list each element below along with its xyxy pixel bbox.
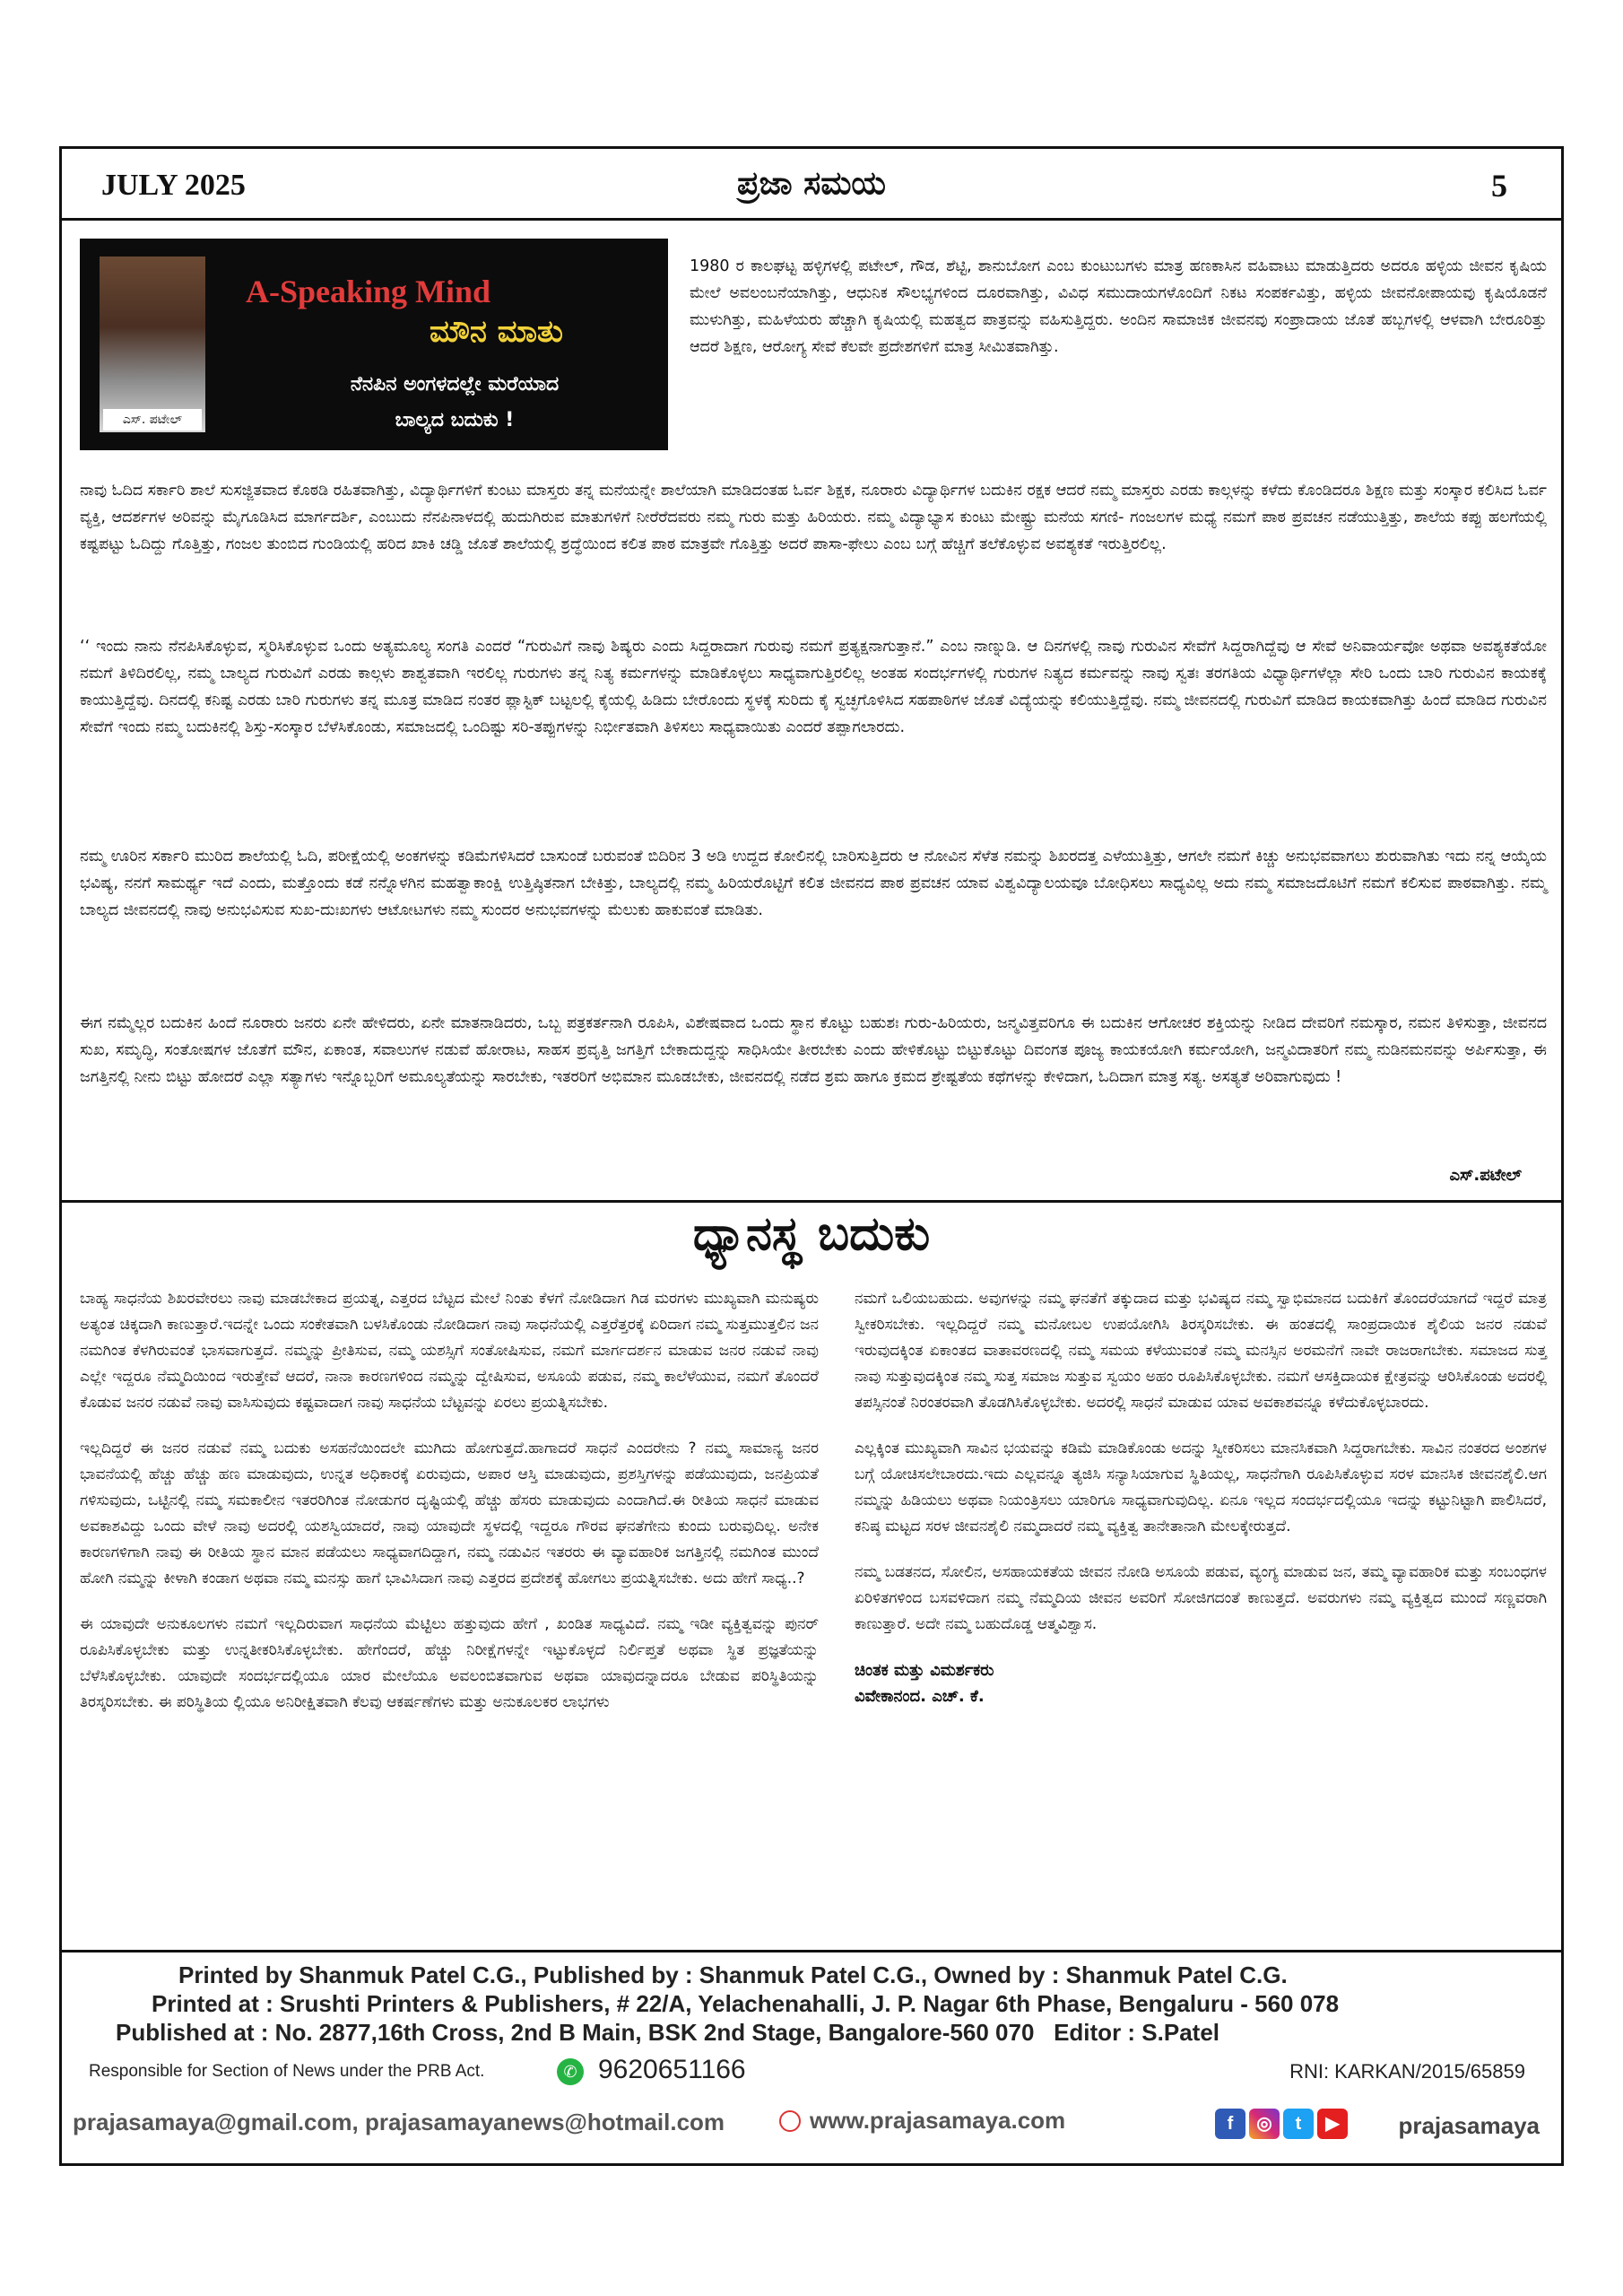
whatsapp-icon: ✆ xyxy=(557,2058,584,2085)
column-subtitle-line1: ನೆನಪಿನ ಅಂಗಳದಲ್ಲೇ ಮರೆಯಾದ xyxy=(350,373,560,396)
article2-paragraph: ನಮ್ಮ ಬಡತನದ, ಸೋಲಿನ, ಅಸಹಾಯಕತೆಯ ಜೀವನ ನೋಡಿ ಅಸೂಯೆ ಪಡುವ, ವ್ಯಂಗ್ಯ ಮಾಡುವ ಜನ, ತಮ್ಮ ವ್ಯಾವಹಾರಿಕ ಮತ್ತು ಸಂಬಂಧಗಳ ಏರಿಳಿತಗಳಿಂದ ಬಸವಳಿದಾಗ ನಮ್ಮ ನೆಮ್ಮದಿಯ ಜೀವನ ಅವರಿಗೆ ಸೋಜಿಗದಂತೆ ಕಾಣುತ್ತದೆ. ಅವರುಗಳು ನಮ್ಮ ವ್ಯಕ್ತಿತ್ವದ ಮುಂದೆ ಸಣ್ಣವರಾಗಿ ಕಾಣುತ್ತಾರೆ. ಅದೇ ನಮ್ಮ ಬಹುದೊಡ್ಡ ಆತ್ಮವಿಶ್ವಾಸ. xyxy=(855,1563,1547,1633)
article2-paragraph: ಇಲ್ಲದಿದ್ದರೆ ಈ ಜನರ ನಡುವೆ ನಮ್ಮ ಬದುಕು ಅಸಹನೆಯಿಂದಲೇ ಮುಗಿದು ಹೋಗುತ್ತದೆ.ಹಾಗಾದರೆ ಸಾಧನೆ ಎಂದರೇನು ? ನಮ್ಮ ಸಾಮಾನ್ಯ ಜನರ ಭಾವನೆಯಲ್ಲಿ ಹೆಚ್ಚು ಹೆಚ್ಚು ಹಣ ಮಾಡುವುದು, ಉನ್ನತ ಅಧಿಕಾರಕ್ಕೆ ಏರುವುದು, ಅಪಾರ ಆಸ್ತಿ ಮಾಡುವುದು, ಪ್ರಶಸ್ತಿಗಳನ್ನು ಪಡೆಯುವುದು, ಜನಪ್ರಿಯತೆ ಗಳಿಸುವುದು, ಒಟ್ಟಿನಲ್ಲಿ ನಮ್ಮ ಸಮಕಾಲೀನ ಇತರರಿಗಿಂತ ನೋಡುಗರ ದೃಷ್ಟಿಯಲ್ಲಿ ಹೆಚ್ಚು ಹೆಸರು ಮಾಡುವುದು ಎಂದಾಗಿದೆ.ಈ ರೀತಿಯ ಸಾಧನೆ ಮಾಡುವ ಅವಕಾಶವಿದ್ದು ಒಂದು ವೇಳೆ ನಾವು ಅದರಲ್ಲಿ ಯಶಸ್ವಿಯಾದರೆ, ನಾವು ಯಾವುದೇ ಸ್ಥಳದಲ್ಲಿ ಇದ್ದರೂ ಗೌರವ ಘನತೆಗೇನು ಕುಂದು ಬರುವುದಿಲ್ಲ. ಅನೇಕ ಕಾರಣಗಳಿಗಾಗಿ ನಾವು ಈ ರೀತಿಯ ಸ್ಥಾನ ಮಾನ ಪಡೆಯಲು ಸಾಧ್ಯವಾಗದಿದ್ದಾಗ, ನಮ್ಮ ನಡುವಿನ ಇತರರು ಈ ವ್ಯಾವಹಾರಿಕ ಜಗತ್ತಿನಲ್ಲಿ ನಮಗಿಂತ ಮುಂದೆ ಹೋಗಿ ನಮ್ಮನ್ನು ಕೀಳಾಗಿ ಕಂಡಾಗ ಅಥವಾ ನಮ್ಮ ಮನಸ್ಸು ಹಾಗೆ ಭಾವಿಸಿದಾಗ ನಾವು ಎತ್ತರದ ಪ್ರದೇಶಕ್ಕೆ ಹೋಗಲು ಪ್ರಯತ್ನಿಸಬೇಕು. ಅದು ಹೇಗೆ ಸಾಧ್ಯ..? xyxy=(80,1439,819,1587)
column-subtitle-line2: ಬಾಲ್ಯದ ಬದುಕು ! xyxy=(395,409,515,431)
phone-number[interactable]: 9620651166 xyxy=(598,2055,746,2084)
imprint-footer xyxy=(62,1950,1561,2166)
prb-note: Responsible for Section of News under the PRB Act. xyxy=(89,2062,485,2081)
article1-paragraph: ನಾವು ಓದಿದ ಸರ್ಕಾರಿ ಶಾಲೆ ಸುಸಜ್ಜಿತವಾದ ಕೊಠಡಿ ರಹಿತವಾಗಿತ್ತು, ವಿದ್ಯಾರ್ಥಿಗಳಿಗೆ ಕುಂಟು ಮಾಸ್ತರು ತನ್ನ ಮನೆಯನ್ನೇ ಶಾಲೆಯಾಗಿ ಮಾಡಿದಂತಹ ಓರ್ವ ಶಿಕ್ಷಕ, ನೂರಾರು ವಿದ್ಯಾರ್ಥಿಗಳ ಬದುಕಿನ ರಕ್ಷಕ ಆದರೆ ನಮ್ಮ ಮಾಸ್ತರು ಎರಡು ಕಾಲ್ಗಳನ್ನು ಕಳೆದು ಕೊಂಡಿದರೂ ಶಿಕ್ಷಣ ಮತ್ತು ಸಂಸ್ಕಾರ ಕಲಿಸಿದ ಓರ್ವ ವ್ಯಕ್ತಿ, ಆದರ್ಶಗಳ ಅರಿವನ್ನು ಮೈಗೂಡಿಸಿದ ಮಾರ್ಗದರ್ಶಿ, ಎಂಬುದು ನೆನಪಿನಾಳದಲ್ಲಿ ಹುದುಗಿರುವ ಮಾತುಗಳಿಗೆ ನೀರೆರೆದವರು ನಮ್ಮ ಗುರು ಮತ್ತು ಹಿರಿಯರು. ನಮ್ಮ ವಿದ್ಯಾಭ್ಯಾಸ ಕುಂಟು ಮೇಷ್ಟ್ರು ಮನೆಯ ಸಗಣಿ- ಗಂಜಲಗಳ ಮಧ್ಯೆ ನಮಗೆ ಪಾಠ ಪ್ರವಚನ ನಡೆಯುತ್ತಿತ್ತು, ಶಾಲೆಯ ಕಪ್ಪು ಹಲಗೆಯಲ್ಲಿ ಕಷ್ಟಪಟ್ಟು ಓದಿದ್ದು ಗೊತ್ತಿತ್ತು, ಗಂಜಲ ತುಂಬಿದ ಗುಂಡಿಯಲ್ಲಿ ಹರಿದ ಖಾಕಿ ಚಡ್ಡಿ ಜೊತೆ ಶಾಲೆಯಲ್ಲಿ ಶ್ರದ್ಧೆಯಿಂದ ಕಲಿತ ಪಾಠ ಮಾತ್ರವೇ ಗೊತ್ತಿತ್ತು ಅದರೆ ಪಾಸಾ-ಫೇಲು ಎಂಬ ಬಗ್ಗೆ ಹೆಚ್ಚಿಗೆ ತಲೆಕೊಳ್ಳುವ ಅವಶ್ಯಕತೆ ಇರುತ್ತಿರಲಿಲ್ಲ. xyxy=(80,482,1547,553)
article2-paragraph: ನಮಗೆ ಒಲಿಯಬಹುದು. ಅವುಗಳನ್ನು ನಮ್ಮ ಘನತೆಗೆ ತಕ್ಕುದಾದ ಮತ್ತು ಭವಿಷ್ಯದ ನಮ್ಮ ಸ್ವಾಭಿಮಾನದ ಬದುಕಿಗೆ ತೊಂದರೆಯಾಗದೆ ಇದ್ದರೆ ಮಾತ್ರ ಸ್ವೀಕರಿಸಬೇಕು. ಇಲ್ಲದಿದ್ದರೆ ನಮ್ಮ ಮನೋಬಲ ಉಪಯೋಗಿಸಿ ತಿರಸ್ಕರಿಸಬೇಕು. ಈ ಹಂತದಲ್ಲಿ ಸಾಂಪ್ರದಾಯಿಕ ಶೈಲಿಯ ಜನರ ನಡುವೆ ಇರುವುದಕ್ಕಿಂತ ಏಕಾಂತದ ವಾತಾವರಣದಲ್ಲಿ ನಮ್ಮ ಸಮಯ ಕಳೆಯುವಂತೆ ನಮ್ಮ ಮನಸ್ಸಿನ ಅರಮನೆಗೆ ನಾವೇ ರಾಜರಾಗಬೇಕು. ಸಮಾಜದ ಸುತ್ತ ನಾವು ಸುತ್ತುವುದಕ್ಕಿಂತ ನಮ್ಮ ಸುತ್ತ ಸಮಾಜ ಸುತ್ತುವ ಸ್ವಯಂ ಅಹಂ ರೂಪಿಸಿಕೊಳ್ಳಬೇಕು. ನಮಗೆ ಆಸಕ್ತಿದಾಯಕ ಕ್ಷೇತ್ರವನ್ನು ಆರಿಸಿಕೊಂಡು ಅದರಲ್ಲಿ ತಪಸ್ಸಿನಂತೆ ನಿರಂತರವಾಗಿ ತೊಡಗಿಸಿಕೊಳ್ಳಬೇಕು. ಅದರಲ್ಲಿ ಸಾಧನೆ ಮಾಡುವ ಯಾವ ಅವಕಾಶವನ್ನೂ ಕಳೆದುಕೊಳ್ಳಬಾರದು. xyxy=(855,1290,1547,1412)
youtube-icon[interactable]: ▶ xyxy=(1317,2109,1348,2139)
facebook-icon[interactable]: f xyxy=(1215,2109,1245,2139)
imprint-printed-by: Printed by Shanmuk Patel C.G., Published by : Shanmuk Patel C.G., Owned by : Shanmuk Patel C.G. xyxy=(178,1961,1288,1988)
article1-paragraph: ನಮ್ಮ ಊರಿನ ಸರ್ಕಾರಿ ಮುರಿದ ಶಾಲೆಯಲ್ಲಿ ಓದಿ, ಪರೀಕ್ಷೆಯಲ್ಲಿ ಅಂಕಗಳನ್ನು ಕಡಿಮೆಗಳಿಸಿದರೆ ಬಾಸುಂಡೆ ಬರುವಂತೆ ಬಿದಿರಿನ 3 ಅಡಿ ಉದ್ದದ ಕೋಲಿನಲ್ಲಿ ಬಾರಿಸುತ್ತಿದರು ಆ ನೋವಿನ ಸೆಳೆತ ನಮನ್ನು ಶಿಖರದತ್ತ ಎಳೆಯುತ್ತಿತ್ತು, ಆಗಲೇ ನಮಗೆ ಕಿಚ್ಚು ಅನುಭವವಾಗಲು ಶುರುವಾಗಿತು ಇದು ನನ್ನ ಆಯ್ಕೆಯ ಭವಿಷ್ಯ, ನನಗೆ ಸಾಮರ್ಥ್ಯ ಇದೆ ಎಂದು, ಮತ್ತೊಂದು ಕಡೆ ನನ್ನೊಳಗಿನ ಮಹತ್ವಾಕಾಂಕ್ಷಿ ಉತ್ತಿಷ್ಠಿತನಾಗ ಬೇಕಿತ್ತು, ಬಾಲ್ಯದಲ್ಲಿ ನಮ್ಮ ಹಿರಿಯರೊಟ್ಟಿಗೆ ಕಲಿತ ಜೀವನದ ಪಾಠ ಪ್ರವಚನ ಯಾವ ವಿಶ್ವವಿದ್ಯಾಲಯವೂ ಬೋಧಿಸಲು ಸಾಧ್ಯವಿಲ್ಲ ಅದು ನಮ್ಮ ಸಮಾಜದೊಟಿಗೆ ನಮಗೆ ಕಲಿಸುವ ಪಾಠವಾಗಿತ್ತು. ನಮ್ಮ ಬಾಲ್ಯದ ಜೀವನದಲ್ಲಿ ನಾವು ಅನುಭವಿಸುವ ಸುಖ-ದುಃಖಗಳು ಆಟೋಟಗಳು ನಮ್ಮ ಸುಂದರ ಅನುಭವಗಳನ್ನು ಮೆಲುಕು ಹಾಕುವಂತೆ ಮಾಡಿತು. xyxy=(80,848,1547,919)
instagram-icon[interactable]: ◎ xyxy=(1249,2109,1280,2139)
imprint-published-at xyxy=(116,2019,1219,2047)
article2-right-column xyxy=(855,1286,1547,1709)
imprint-printed-at: Printed at : Srushti Printers & Publishers, # 22/A, Yelachenahalli, J. P. Nagar 6th Phase, Bengaluru - 560 078 xyxy=(152,1990,1340,2017)
article2-paragraph: ಬಾಹ್ಯ ಸಾಧನೆಯ ಶಿಖರವೇರಲು ನಾವು ಮಾಡಬೇಕಾದ ಪ್ರಯತ್ನ, ಎತ್ತರದ ಬೆಟ್ಟದ ಮೇಲೆ ನಿಂತು ಕೆಳಗೆ ನೋಡಿದಾಗ ಗಿಡ ಮರಗಳು ಮುಖ್ಯವಾಗಿ ಮನುಷ್ಯರು ಅತ್ಯಂತ ಚಿಕ್ಕದಾಗಿ ಕಾಣುತ್ತಾರೆ.ಇದನ್ನೇ ಒಂದು ಸಂಕೇತವಾಗಿ ಬಳಸಿಕೊಂಡು ನೋಡಿದಾಗ ನಾವು ಸಾಧನೆಯಲ್ಲಿ ಎತ್ತರೆತ್ತರಕ್ಕೆ ಏರಿದಾಗ ನಮ್ಮ ಸುತ್ತಮುತ್ತಲಿನ ಜನ ನಮಗಿಂತ ಕೆಳಗಿರುವಂತೆ ಭಾಸವಾಗುತ್ತದೆ. ನಮ್ಮನ್ನು ಪ್ರೀತಿಸುವ, ನಮ್ಮ ಯಶಸ್ಸಿಗೆ ಸಂತೋಷಿಸುವ, ನಮಗೆ ಮಾರ್ಗದರ್ಶನ ಮಾಡುವ ಜನರ ನಡುವೆ ನಾವು ಎಲ್ಲೇ ಇದ್ದರೂ ನೆಮ್ಮದಿಯಿಂದ ಇರುತ್ತೇವೆ ಆದರೆ, ನಾನಾ ಕಾರಣಗಳಿಂದ ನಮ್ಮನ್ನು ದ್ವೇಷಿಸುವ, ಅಸೂಯೆ ಪಡುವ, ನಮ್ಮ ಕಾಲೆಳೆಯುವ, ನಮಗೆ ತೊಂದರೆ ಕೊಡುವ ಜನರ ನಡುವೆ ನಾವು ವಾಸಿಸುವುದು ಕಷ್ಟವಾದಾಗ ನಾವು ಸಾಧನೆಯ ಬೆಟ್ಟವನ್ನು ಏರಲು ಪ್ರಯತ್ನಿಸಬೇಕು. xyxy=(80,1290,819,1412)
rni-number: RNI: KARKAN/2015/65859 xyxy=(1289,2060,1525,2083)
email-addresses[interactable]: prajasamaya@gmail.com, prajasamayanews@hotmail.com xyxy=(73,2109,725,2135)
social-icons xyxy=(1215,2109,1348,2139)
section-divider xyxy=(62,1200,1561,1203)
article2-left-column xyxy=(80,1286,819,1735)
article2-author-name: ವಿವೇಕಾನಂದ. ಎಚ್. ಕೆ. xyxy=(855,1687,985,1706)
article2-headline: ಧ್ಯಾನಸ್ಥ ಬದುಕು xyxy=(692,1207,931,1261)
twitter-icon[interactable]: t xyxy=(1283,2109,1314,2139)
column-banner xyxy=(80,239,668,450)
article2-author-role: ಚಿಂತಕ ಮತ್ತು ವಿಮರ್ಶಕರು xyxy=(855,1661,994,1680)
published-at-text: Published at : No. 2877,16th Cross, 2nd B Main, BSK 2nd Stage, Bangalore-560 070 xyxy=(116,2019,1035,2046)
newspaper-title: ಪ್ರಜಾ ಸಮಯ xyxy=(736,165,886,202)
article1-paragraph: ಈಗ ನಮ್ಮೆಲ್ಲರ ಬದುಕಿನ ಹಿಂದೆ ನೂರಾರು ಜನರು ಏನೇ ಹೇಳಿದರು, ಏನೇ ಮಾತನಾಡಿದರು, ಒಬ್ಬ ಪತ್ರಕರ್ತನಾಗಿ ರೂಪಿಸಿ, ವಿಶೇಷವಾದ ಒಂದು ಸ್ಥಾನ ಕೊಟ್ಟು ಬಹುಶಃ ಗುರು-ಹಿರಿಯರು, ಜನ್ಮವಿತ್ತವರಿಗೂ ಈ ಬದುಕಿನ ಆಗೋಚರ ಶಕ್ತಿಯನ್ನು ನೀಡಿದ ದೇವರಿಗೆ ನಮಸ್ಕಾರ, ನಮನ ತಿಳಿಸುತ್ತಾ, ಜೀವನದ ಸುಖ, ಸಮೃದ್ಧಿ, ಸಂತೋಷಗಳ ಜೊತೆಗೆ ಮೌನ, ಏಕಾಂತ, ಸವಾಲುಗಳ ನಡುವೆ ಹೋರಾಟ, ಸಾಹಸ ಪ್ರವೃತ್ತಿ ಜಗತ್ತಿಗೆ ಬೇಕಾದುದ್ದನ್ನು ಸಾಧಿಸಿಯೇ ತೀರಬೇಕು ಎಂದು ಹೇಳಿಕೊಟ್ಟು ಬಿಟ್ಟುಕೊಟ್ಟು ದಿವಂಗತ ಪೂಜ್ಯ ಕಾಯಕಯೋಗಿ ಕರ್ಮಯೋಗಿ, ಜನ್ಮವಿದಾತರಿಗೆ ನಮ್ಮ ನುಡಿನಮನವನ್ನು ಅರ್ಪಿಸುತ್ತಾ, ಈ ಜಗತ್ತಿನಲ್ಲಿ ನೀನು ಬಿಟ್ಟು ಹೋದರೆ ಎಲ್ಲಾ ಸತ್ಯಾಗಳು ಇನ್ನೊಬ್ಬರಿಗೆ ಅಮೂಲ್ಯತೆಯನ್ನು ಸಾರಬೇಕು, ಇತರರಿಗೆ ಅಭಿಮಾನ ಮೂಡಬೇಕು, ಜೀವನದಲ್ಲಿ ನಡೆದ ಶ್ರಮ ಹಾಗೂ ಕ್ರಮದ ಶ್ರೇಷ್ಟತೆಯ ಕಥೆಗಳನ್ನು ಕೇಳಿದಾಗ, ಓದಿದಾಗ ಮಾತ್ರ ಸತ್ಯ. ಅಸತ್ಯತೆ ಅರಿವಾಗುವುದು ! xyxy=(80,1014,1547,1086)
masthead xyxy=(62,149,1561,221)
author-photo xyxy=(100,257,205,432)
website-link[interactable]: www.prajasamaya.com xyxy=(810,2107,1066,2134)
globe-icon xyxy=(779,2110,801,2132)
article2-paragraph: ಎಲ್ಲಕ್ಕಿಂತ ಮುಖ್ಯವಾಗಿ ಸಾವಿನ ಭಯವನ್ನು ಕಡಿಮೆ ಮಾಡಿಕೊಂಡು ಅದನ್ನು ಸ್ವೀಕರಿಸಲು ಮಾನಸಿಕವಾಗಿ ಸಿದ್ದರಾಗಬೇಕು. ಸಾವಿನ ನಂತರದ ಅಂಶಗಳ ಬಗ್ಗೆ ಯೋಚಿಸಲೇಬಾರದು.ಇದು ಎಲ್ಲವನ್ನೂ ತ್ಯಜಿಸಿ ಸನ್ಯಾಸಿಯಾಗುವ ಸ್ಥಿತಿಯಲ್ಲ, ಸಾಧನೆಗಾಗಿ ರೂಪಿಸಿಕೊಳ್ಳುವ ಸರಳ ಮಾನಸಿಕ ಜೀವನಶೈಲಿ.ಆಗ ನಮ್ಮನ್ನು ಹಿಡಿಯಲು ಅಥವಾ ನಿಯಂತ್ರಿಸಲು ಯಾರಿಗೂ ಸಾಧ್ಯವಾಗುವುದಿಲ್ಲ. ಏನೂ ಇಲ್ಲದ ಸಂದರ್ಭದಲ್ಲಿಯೂ ಇದನ್ನು ಕಟ್ಟುನಿಟ್ಟಾಗಿ ಪಾಲಿಸಿದರೆ, ಕನಿಷ್ಠ ಮಟ್ಟದ ಸರಳ ಜೀವನಶೈಲಿ ನಮ್ಮದಾದರೆ ನಮ್ಮ ವ್ಯಕ್ತಿತ್ವ ತಾನೇತಾನಾಗಿ ಮೇಲಕ್ಕೇರುತ್ತದೆ. xyxy=(855,1439,1547,1535)
editor-text: Editor : S.Patel xyxy=(1054,2019,1219,2046)
issue-date: JULY 2025 xyxy=(101,169,246,202)
photo-caption: ಎಸ್. ಪಟೇಲ್ xyxy=(103,409,202,430)
social-handle[interactable]: prajasamaya xyxy=(1398,2112,1540,2139)
page-number: 5 xyxy=(1491,168,1507,204)
article1-paragraph: ‘‘ ಇಂದು ನಾನು ನೆನಪಿಸಿಕೊಳ್ಳುವ, ಸ್ಮರಿಸಿಕೊಳ್ಳುವ ಒಂದು ಅತ್ಯಮೂಲ್ಯ ಸಂಗತಿ ಎಂದರೆ “ಗುರುವಿಗೆ ನಾವು ಶಿಷ್ಯರು ಎಂದು ಸಿದ್ದರಾದಾಗ ಗುರುವು ನಮಗೆ ಪ್ರತ್ಯಕ್ಷನಾಗುತ್ತಾನೆ.” ಎಂಬ ನಾಣ್ನುಡಿ. ಆ ದಿನಗಳಲ್ಲಿ ನಾವು ಗುರುವಿನ ಸೇವೆಗೆ ಸಿದ್ದರಾಗಿದ್ದೆವು ಆ ಸೇವೆ ಅನಿವಾರ್ಯವೋ ಅಥವಾ ಅವಶ್ಯಕತೆಯೋ ನಮಗೆ ತಿಳಿದಿರಲಿಲ್ಲ, ನಮ್ಮ ಬಾಲ್ಯದ ಗುರುವಿಗೆ ಎರಡು ಕಾಲ್ಗಳು ಶಾಶ್ವತವಾಗಿ ಇರಲಿಲ್ಲ ಗುರುಗಳು ತನ್ನ ನಿತ್ಯ ಕರ್ಮಗಳನ್ನು ಮಾಡಿಕೊಳ್ಳಲು ಸಾಧ್ಯವಾಗುತ್ತಿರಲಿಲ್ಲ ಅಂತಹ ಸಂದರ್ಭಗಳಲ್ಲಿ ಗುರುಗಳ ನಿತ್ಯದ ಕರ್ಮವನ್ನು ನಾವು ಸ್ವತಃ ತರಗತಿಯ ವಿಧ್ಯಾರ್ಥಿಗಳೆಲ್ಲಾ ಸೇರಿ ಒಂದು ಬಾರಿ ಗುರುವಿನ ಕಾಯಕಕ್ಕೆ ಕಾಯುತ್ತಿದ್ದೆವು. ದಿನದಲ್ಲಿ ಕನಿಷ್ಟ ಎರಡು ಬಾರಿ ಗುರುಗಳು ತನ್ನ ಮೂತ್ರ ಮಾಡಿದ ನಂತರ ಪ್ಲಾಸ್ಟಿಕ್ ಬಟ್ಟಲಲ್ಲಿ ಕೈಯಲ್ಲಿ ಹಿಡಿದು ಬೇರೊಂದು ಸ್ಥಳಕ್ಕೆ ಸುರಿದು ಕೈ ಸ್ವಚ್ಛಗೊಳಿಸಿದ ಸಹಪಾಠಿಗಳ ಜೊತೆ ವಿದ್ಯೆಯನ್ನು ಕಲಿಯುತ್ತಿದ್ದೆವು. ನಮ್ಮ ಜೀವನದಲ್ಲಿ ಗುರುವಿಗೆ ಮಾಡಿದ ಕಾಯಕವಾಗಿತ್ತು ಹಿಂದೆ ಮಾಡಿದ ಗುರುವಿನ ಸೇವೆಗೆ ಇಂದು ನಮ್ಮ ಬದುಕಿನಲ್ಲಿ ಶಿಸ್ತು-ಸಂಸ್ಕಾರ ಬೆಳೆಸಿಕೊಂಡು, ಸಮಾಜದಲ್ಲಿ ಒಂದಿಷ್ಟು ಸರಿ-ತಪ್ಪುಗಳನ್ನು ನಿರ್ಭೀತವಾಗಿ ತಿಳಿಸಲು ಸಾಧ್ಯವಾಯಿತು ಎಂದರೆ ತಪ್ಪಾಗಲಾರದು. xyxy=(80,638,1547,736)
page-frame xyxy=(59,146,1564,2166)
article1-intro: 1980 ರ ಕಾಲಘಟ್ಟ ಹಳ್ಳಿಗಳಲ್ಲಿ ಪಟೇಲ್, ಗೌಡ, ಶೆಟ್ಟಿ, ಶಾನುಬೋಗ ಎಂಬ ಕುಂಟುಬಗಳು ಮಾತ್ರ ಹಣಕಾಸಿನ ವಹಿವಾಟು ಮಾಡುತ್ತಿದರು ಅದರೂ ಹಳ್ಳಿಯ ಜೀವನ ಕೃಷಿಯ ಮೇಲೆ ಅವಲಂಬನೆಯಾಗಿತ್ತು, ಆಧುನಿಕ ಸೌಲಭ್ಯಗಳಿಂದ ದೂರವಾಗಿತ್ತು, ವಿವಿಧ ಸಮುದಾಯಗಳೊಂದಿಗೆ ನಿಕಟ ಸಂಪರ್ಕವಿತ್ತು, ಹಳ್ಳಿಯ ಜೀವನೋಪಾಯವು ಕೃಷಿಯೊಡನೆ ಮುಳುಗಿತ್ತು, ಮಹಿಳೆಯರು ಹೆಚ್ಚಾಗಿ ಕೃಷಿಯಲ್ಲಿ ಮಹತ್ವದ ಪಾತ್ರವನ್ನು ವಹಿಸುತ್ತಿದ್ದರು. ಅಂದಿನ ಸಾಮಾಜಿಕ ಜೀವನವು ಸಂಪ್ರಾದಾಯ ಜೊತೆ ಹಬ್ಬಗಳಲ್ಲಿ ಆಳವಾಗಿ ಬೇರೂರಿತ್ತು ಆದರೆ ಶಿಕ್ಷಣ, ಆರೋಗ್ಯ ಸೇವೆ ಕೆಲವೇ ಪ್ರದೇಶಗಳಿಗೆ ಮಾತ್ರ ಸೀಮಿತವಾಗಿತ್ತು. xyxy=(690,257,1547,356)
column-brand-kannada: ಮೌನ ಮಾತು xyxy=(430,314,563,350)
article1-signature: ಎಸ್.ಪಟೇಲ್ xyxy=(1449,1166,1522,1185)
article2-paragraph: ಈ ಯಾವುದೇ ಅನುಕೂಲಗಳು ನಮಗೆ ಇಲ್ಲದಿರುವಾಗ ಸಾಧನೆಯ ಮೆಟ್ಟಿಲು ಹತ್ತುವುದು ಹೇಗೆ , ಖಂಡಿತ ಸಾಧ್ಯವಿದೆ. ನಮ್ಮ ಇಡೀ ವ್ಯಕ್ತಿತ್ವವನ್ನು ಪುನರ್ ರೂಪಿಸಿಕೊಳ್ಳಬೇಕು ಮತ್ತು ಉನ್ನತೀಕರಿಸಿಕೊಳ್ಳಬೇಕು. ಹೇಗೆಂದರೆ, ಹೆಚ್ಚು ನಿರೀಕ್ಷೆಗಳನ್ನೇ ಇಟ್ಟುಕೊಳ್ಳದೆ ನಿರ್ಲಿಪ್ತತೆ ಅಥವಾ ಸ್ಥಿತ ಪ್ರಜ್ಞತೆಯನ್ನು ಬೆಳೆಸಿಕೊಳ್ಳಬೇಕು. ಯಾವುದೇ ಸಂದರ್ಭದಲ್ಲಿಯೂ ಯಾರ ಮೇಲೆಯೂ ಅವಲಂಬಿತವಾಗುವ ಅಥವಾ ಯಾವುದನ್ನಾದರೂ ಬೇಡುವ ಪರಿಸ್ಥಿತಿಯನ್ನು ತಿರಸ್ಕರಿಸಬೇಕು. ಈ ಪರಿಸ್ಥಿತಿಯ ಲ್ಲಿಯೂ ಅನಿರೀಕ್ಷಿತವಾಗಿ ಕೆಲವು ಆಕರ್ಷಣೆಗಳು ಮತ್ತು ಅನುಕೂಲಕರ ಲಾಭಗಳು xyxy=(80,1615,819,1711)
column-brand-english: A-Speaking Mind xyxy=(246,274,491,309)
